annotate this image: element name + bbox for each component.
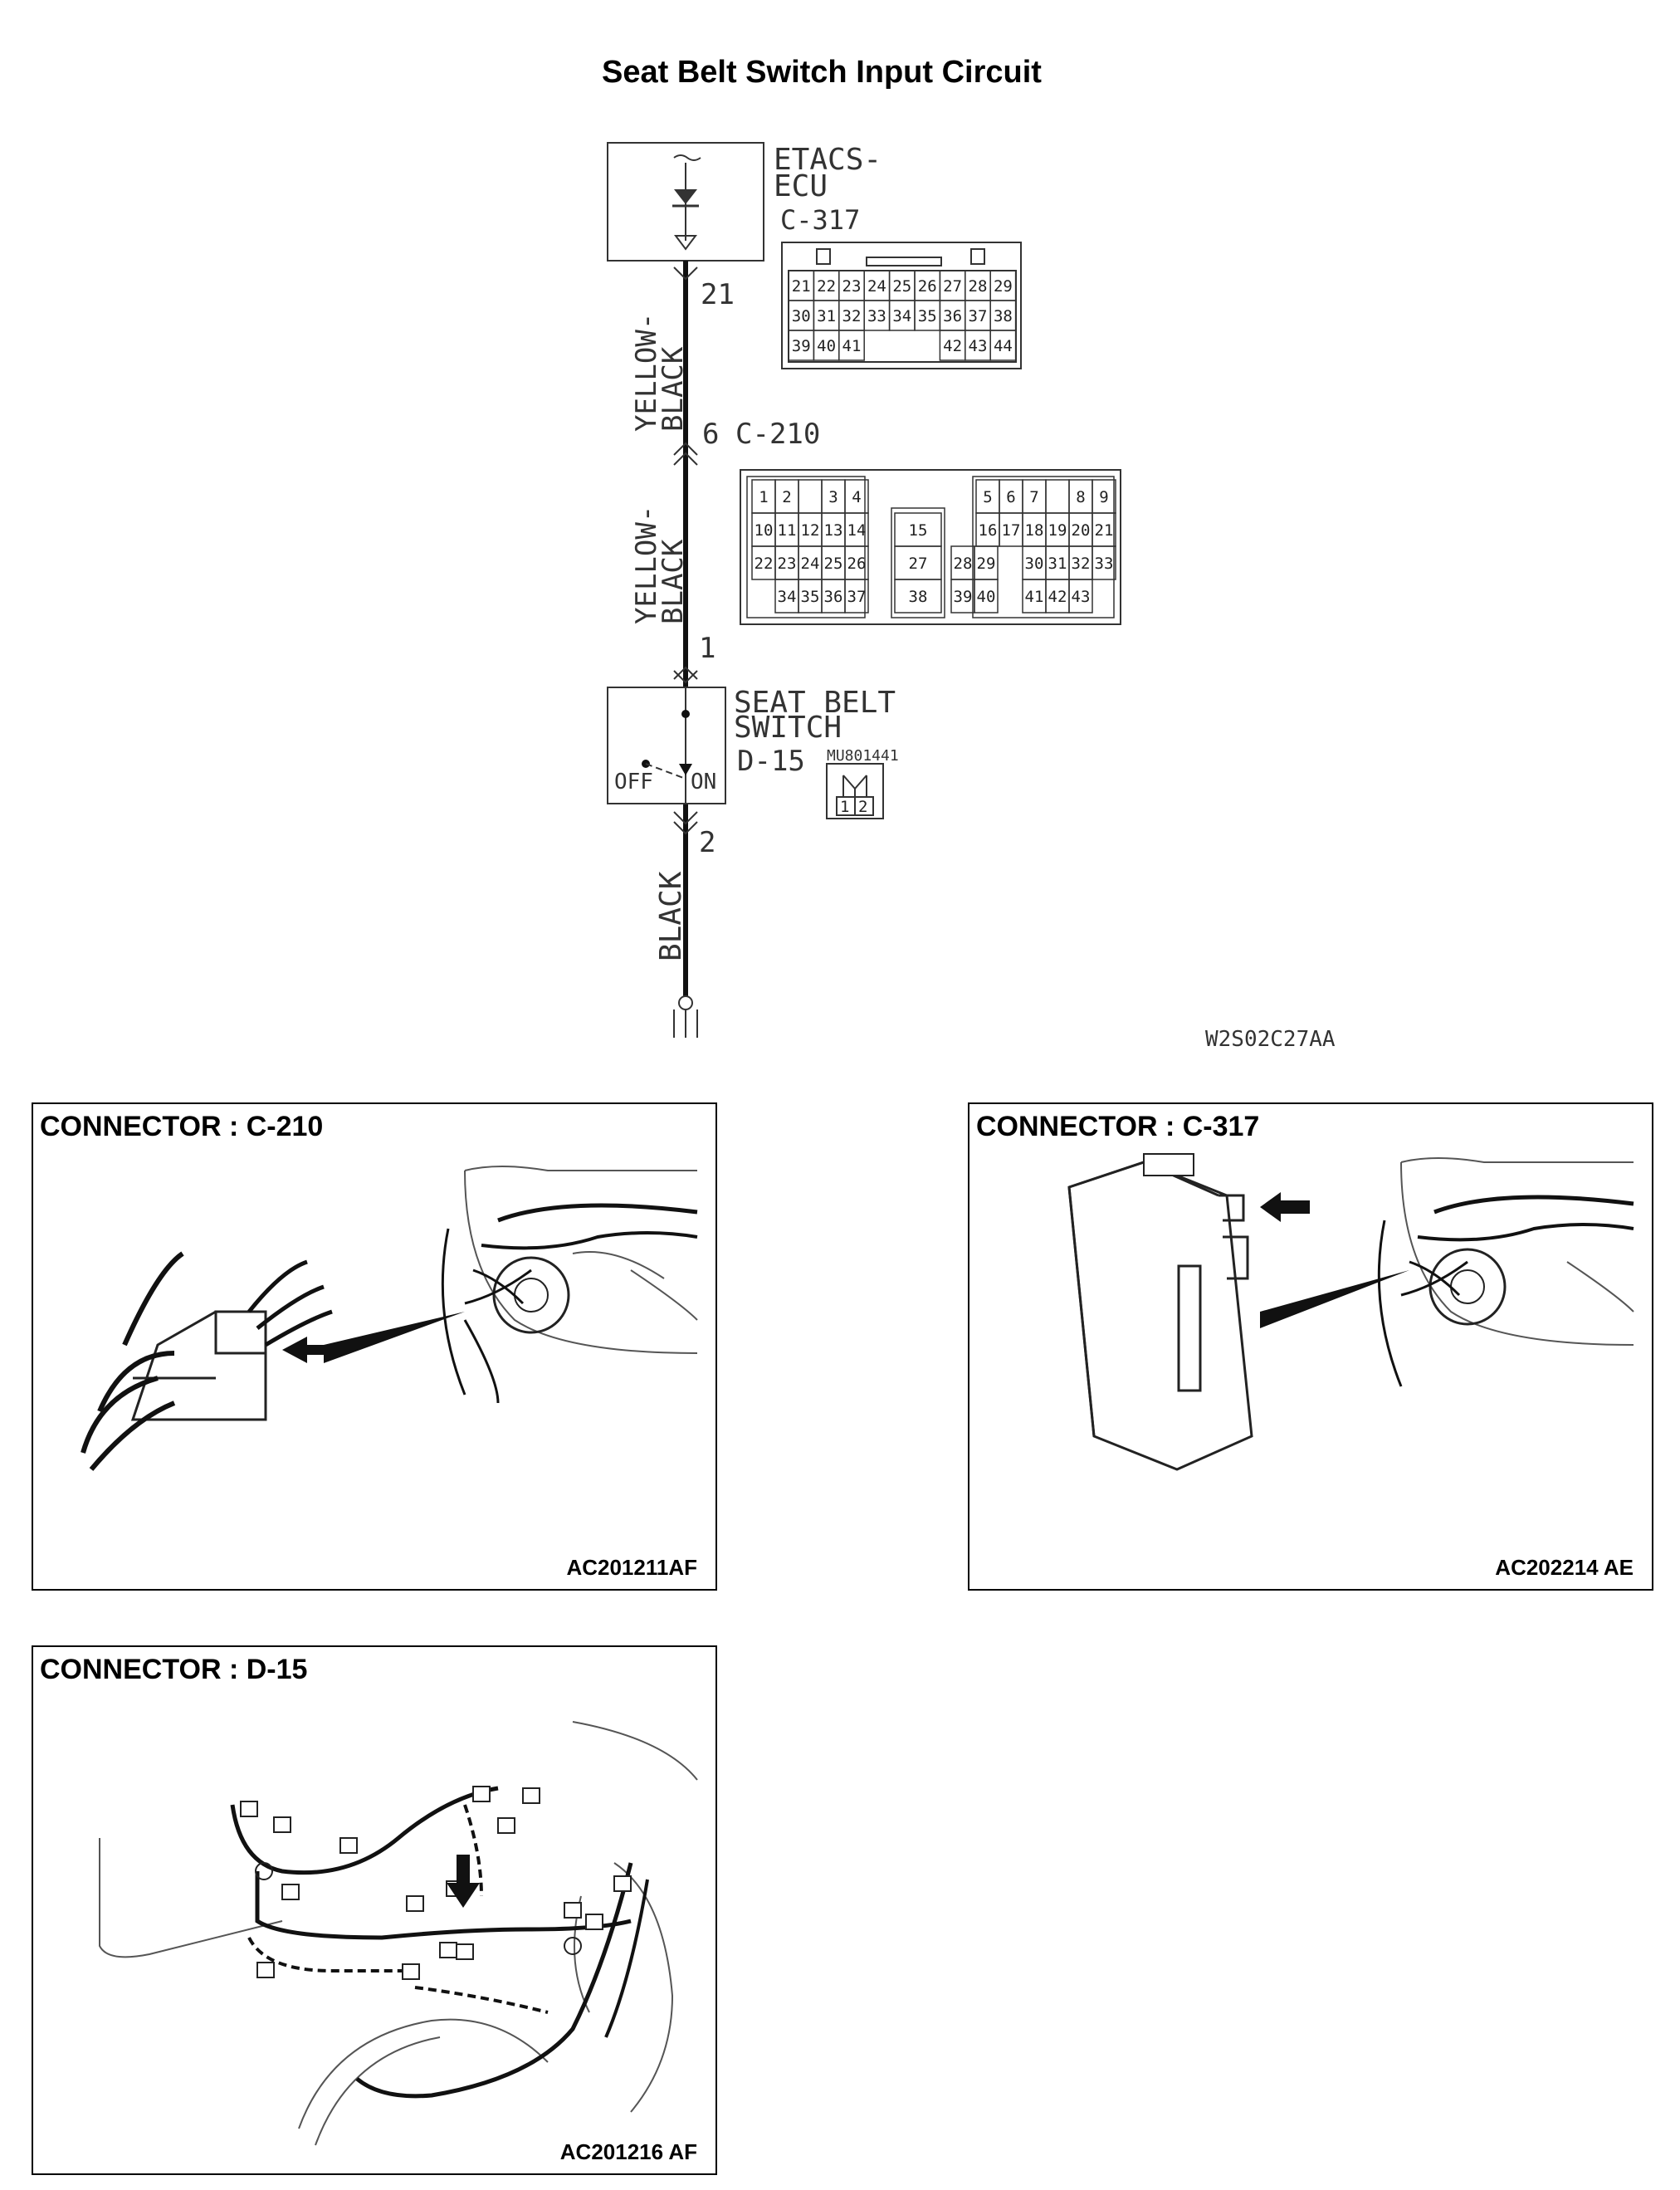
- c210-pin: 19: [1048, 521, 1067, 540]
- c210-pin: 30: [1024, 555, 1044, 573]
- c210-pin: 41: [1024, 588, 1044, 606]
- panel-c317-title: CONNECTOR : C-317: [976, 1111, 1260, 1142]
- c317-pin: 34: [892, 307, 912, 325]
- c210-pin: 15: [908, 521, 928, 540]
- d15-location-illustration: [33, 1647, 715, 2173]
- c210-pin: 4: [852, 488, 862, 506]
- c317-pin: 28: [968, 277, 988, 296]
- wire-middle-color-2: BLACK: [657, 539, 690, 624]
- d15-pin-2: 2: [858, 798, 868, 816]
- diode-icon: [674, 189, 697, 204]
- wire-upper-color-2: BLACK: [657, 346, 690, 432]
- panel-connector-c317: [968, 1102, 1653, 1591]
- ecu-name-1: ETACS-: [774, 143, 882, 177]
- wire-middle-color-1: YELLOW-: [630, 505, 663, 624]
- junction-pin: 6: [702, 418, 720, 451]
- c210-location-illustration: [33, 1104, 715, 1589]
- wire-upper-color-1: YELLOW-: [630, 312, 663, 432]
- c317-pin: 39: [791, 337, 811, 355]
- c210-pin: 18: [1024, 521, 1044, 540]
- c210-pin: 42: [1048, 588, 1067, 606]
- c210-pin: 10: [754, 521, 774, 540]
- c210-pin: 38: [908, 588, 928, 606]
- d15-pin-1: 1: [840, 798, 850, 816]
- panel-d15-title: CONNECTOR : D-15: [40, 1654, 308, 1685]
- junction-connector: C-210: [735, 418, 821, 451]
- c210-pin: 23: [777, 555, 797, 573]
- c317-pin: 27: [943, 277, 963, 296]
- switch-name-2: SWITCH: [734, 711, 842, 745]
- c210-connector-face: [740, 470, 1121, 624]
- c210-pin: 6: [1006, 488, 1016, 506]
- c210-pin: 34: [777, 588, 797, 606]
- c210-pin: 8: [1076, 488, 1086, 506]
- c210-pin: 12: [800, 521, 820, 540]
- ac-source-icon: [674, 155, 701, 160]
- c317-pin: 38: [993, 307, 1013, 325]
- c210-pin: 36: [823, 588, 843, 606]
- panel-d15-code: AC201216 AF: [559, 2139, 697, 2164]
- c317-pin: 25: [892, 277, 912, 296]
- switch-pin-out: 2: [699, 826, 716, 859]
- c210-pin: 37: [847, 588, 867, 606]
- panel-connector-c210: [32, 1102, 717, 1591]
- c317-pin: 42: [943, 337, 963, 355]
- switch-pin-in: 1: [699, 632, 716, 665]
- c210-pin: 14: [847, 521, 867, 540]
- c210-pin: 17: [1001, 521, 1021, 540]
- c317-pin: 44: [993, 337, 1013, 355]
- panel-c210-code: AC201211AF: [566, 1555, 697, 1580]
- c317-pin: 32: [842, 307, 862, 325]
- c210-pin: 40: [976, 588, 996, 606]
- arrow-left-icon: [1260, 1192, 1310, 1222]
- switch-off-label: OFF: [614, 770, 653, 794]
- c317-pin: 33: [867, 307, 886, 325]
- switch-part-no: MU801441: [827, 747, 899, 765]
- panel-connector-d15: [32, 1645, 717, 2175]
- c210-pin: 28: [953, 555, 973, 573]
- wire-lower-color: BLACK: [654, 871, 688, 961]
- switch-name-1: SEAT BELT: [734, 686, 896, 720]
- c210-pin: 35: [800, 588, 820, 606]
- ecu-name-2: ECU: [774, 169, 828, 203]
- c317-pin: 23: [842, 277, 862, 296]
- c210-pin: 1: [759, 488, 769, 506]
- c210-pin: 24: [800, 555, 820, 573]
- c317-pin: 35: [917, 307, 937, 325]
- c210-pin: 39: [953, 588, 973, 606]
- c210-pin: 2: [782, 488, 792, 506]
- c210-pin: 27: [908, 555, 928, 573]
- c317-pin: 40: [817, 337, 837, 355]
- figure-code: W2S02C27AA: [1205, 1027, 1336, 1052]
- c210-pin: 5: [983, 488, 993, 506]
- page-title: Seat Belt Switch Input Circuit: [602, 55, 1042, 90]
- c210-pin: 33: [1094, 555, 1114, 573]
- c210-pin: 3: [828, 488, 838, 506]
- c210-pin: 31: [1048, 555, 1067, 573]
- panel-c317-code: AC202214 AE: [1495, 1555, 1634, 1580]
- circuit-diagram: [0, 0, 1680, 1079]
- c317-location-illustration: [969, 1104, 1652, 1589]
- c210-pin: 43: [1071, 588, 1091, 606]
- c317-pin: 36: [943, 307, 963, 325]
- c317-pin: 24: [867, 277, 886, 296]
- c317-pin: 43: [968, 337, 988, 355]
- switch-connector: D-15: [737, 745, 805, 778]
- c317-pin: 26: [917, 277, 937, 296]
- c210-pin: 7: [1029, 488, 1039, 506]
- c317-pin: 29: [993, 277, 1013, 296]
- c210-pin: 13: [823, 521, 843, 540]
- c317-pin: 41: [842, 337, 862, 355]
- ecu-connector: C-317: [780, 204, 861, 236]
- c210-pin: 9: [1099, 488, 1109, 506]
- c210-pin: 25: [823, 555, 843, 573]
- c317-pin: 37: [968, 307, 988, 325]
- c317-pin: 31: [817, 307, 837, 325]
- c210-pin: 16: [978, 521, 998, 540]
- c210-pin: 22: [754, 555, 774, 573]
- c210-pin: 11: [777, 521, 797, 540]
- d15-target-connector: [457, 1944, 473, 1959]
- ecu-pin: 21: [701, 278, 735, 311]
- c210-pin: 26: [847, 555, 867, 573]
- c210-pin: 29: [976, 555, 996, 573]
- c210-pin: 21: [1094, 521, 1114, 540]
- c210-pin: 20: [1071, 521, 1091, 540]
- c210-pin: 32: [1071, 555, 1091, 573]
- c317-connector-face: [782, 242, 1021, 369]
- c317-pin: 30: [791, 307, 811, 325]
- panel-c210-title: CONNECTOR : C-210: [40, 1111, 324, 1142]
- switch-on-label: ON: [691, 770, 717, 794]
- c317-pin: 21: [791, 277, 811, 296]
- c317-pin: 22: [817, 277, 837, 296]
